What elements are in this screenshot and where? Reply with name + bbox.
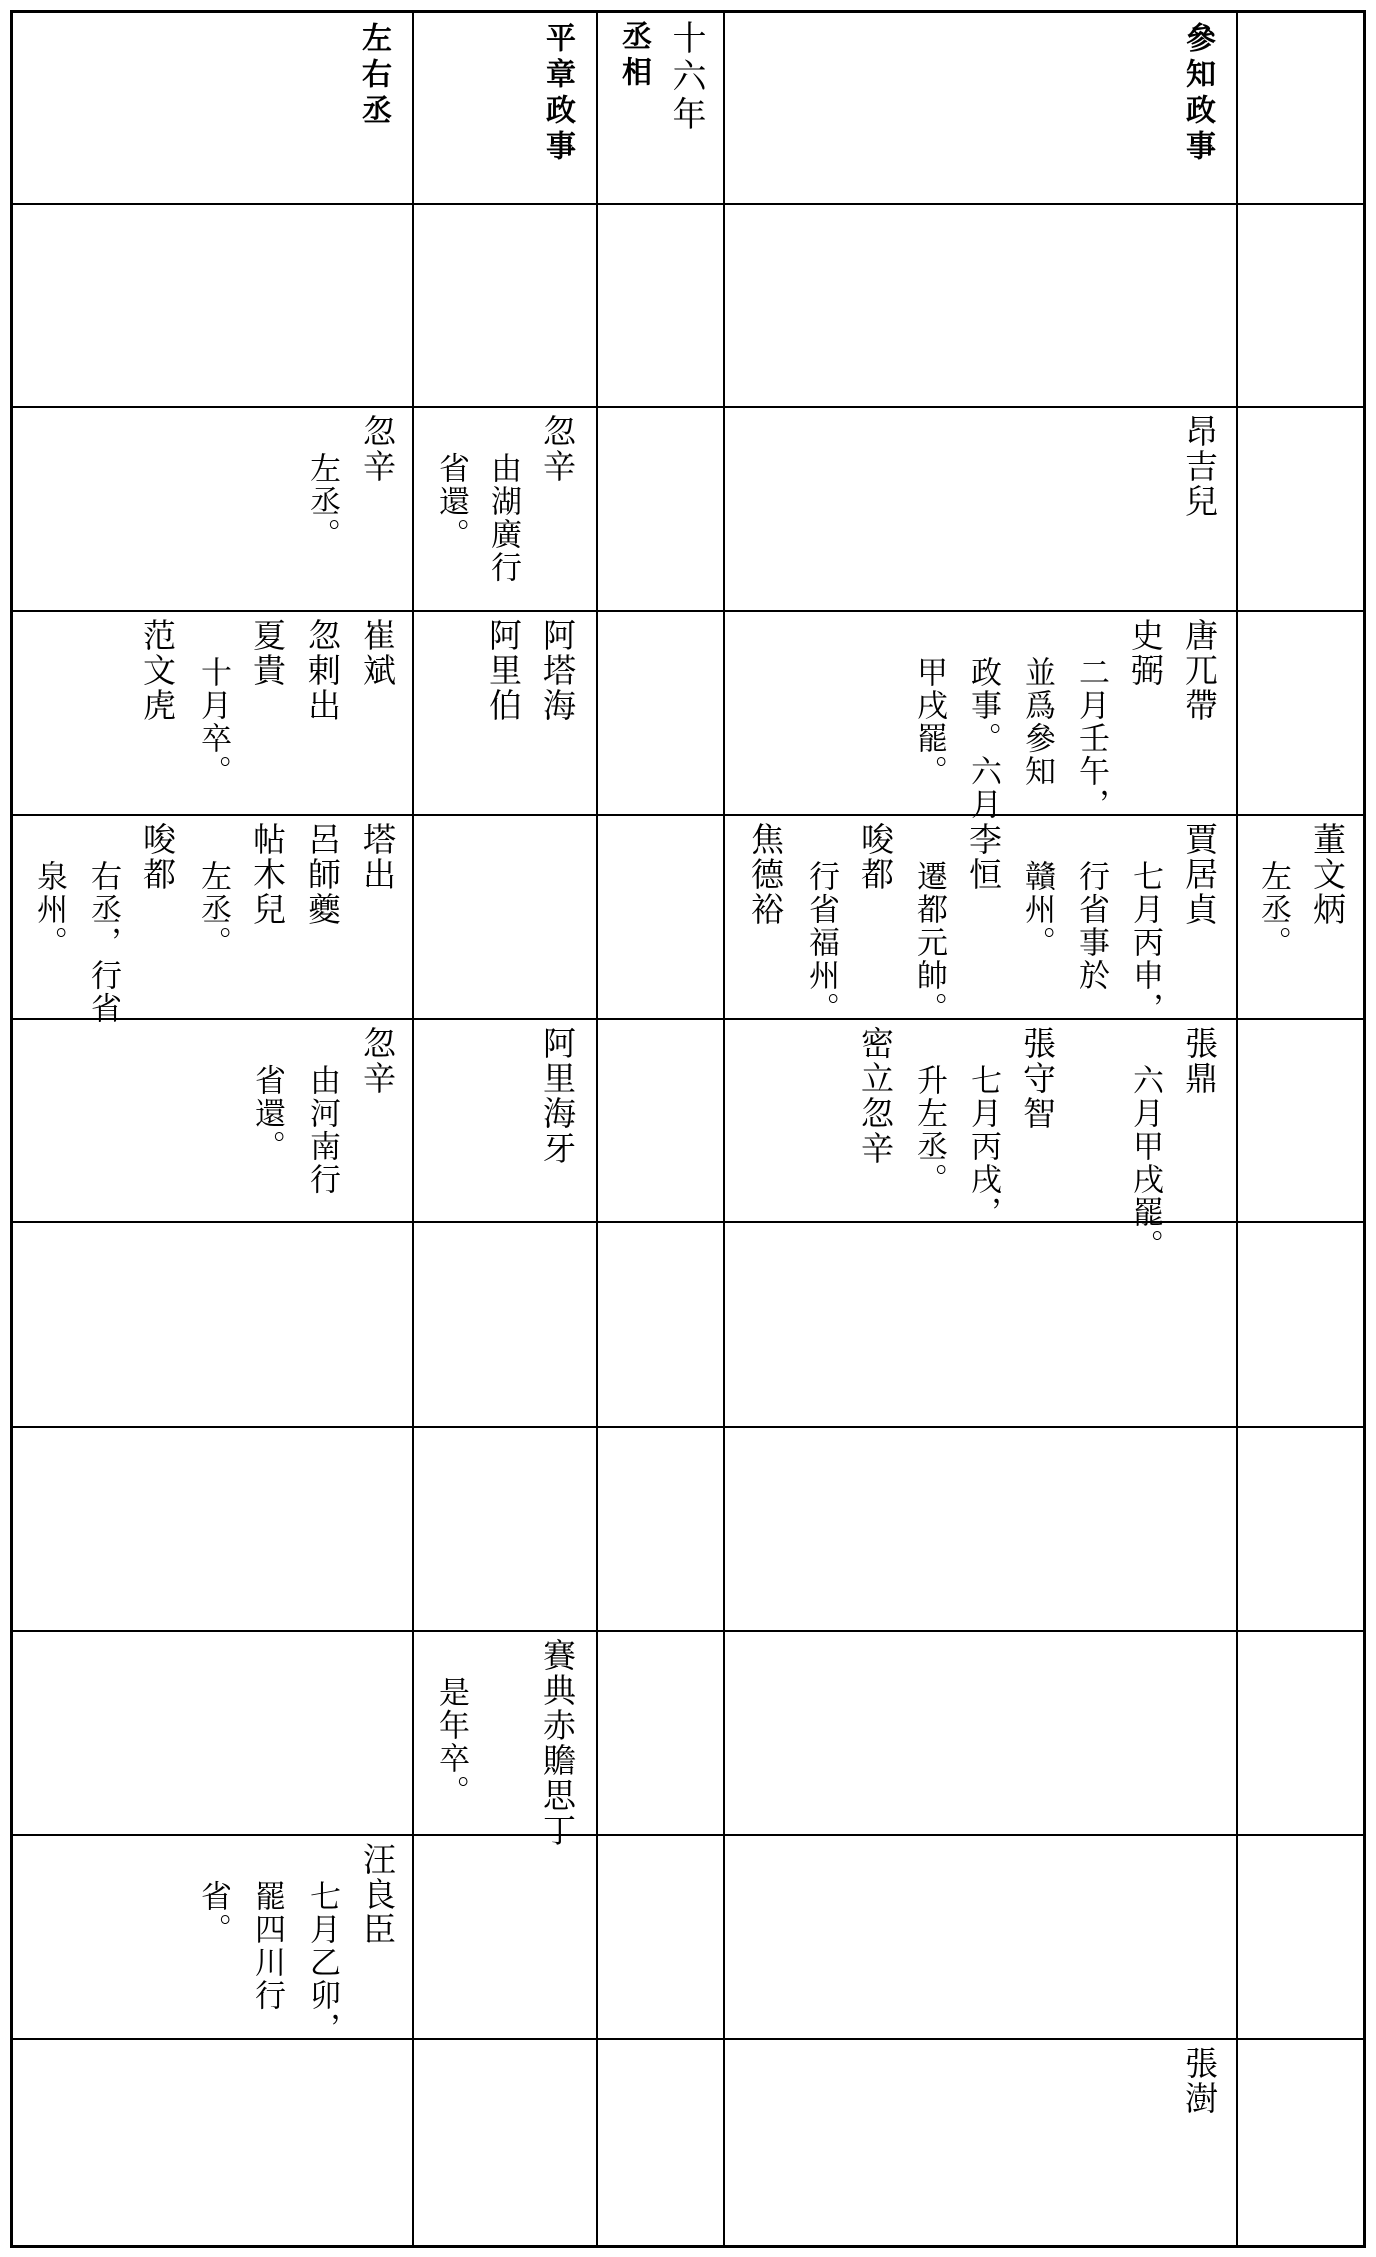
header-left-right-cheng: 左右丞 — [356, 22, 391, 130]
entry-name: 阿里伯 — [484, 618, 523, 723]
entry-note: 省。 — [195, 1880, 231, 1946]
entry-note: 六月甲戌罷。 — [1127, 1064, 1163, 1262]
entry-name: 忽辛 — [538, 414, 577, 484]
entry-note: 泉州。 — [31, 860, 67, 959]
entry-name: 李恒 — [964, 822, 1003, 892]
entry-name: 塔出 — [358, 822, 397, 892]
entry-name: 董文炳 — [1308, 822, 1347, 927]
entry-note: 遷都元帥。 — [911, 860, 947, 1025]
header-canzhi: 參知政事 — [1180, 22, 1215, 166]
entry-name: 汪良臣 — [358, 1842, 397, 1947]
entry-note: 由湖廣行 — [485, 452, 521, 584]
entry-note: 並爲參知 — [1019, 656, 1055, 788]
entry-note: 七月乙卯， — [304, 1880, 340, 2045]
entry-note: 左丞。 — [1255, 860, 1291, 959]
entry-note: 七月丙戌， — [965, 1064, 1001, 1229]
entry-note: 罷四川行 — [249, 1880, 285, 2012]
row-divider — [10, 1834, 1366, 1836]
entry-note: 七月丙申， — [1127, 860, 1163, 1025]
table-border-bottom — [10, 2245, 1366, 2248]
header-year: 十六年 — [666, 20, 706, 134]
entry-name: 忽剌出 — [303, 618, 342, 723]
header-chengxiang: 丞相 — [616, 20, 651, 92]
entry-name: 唆都 — [138, 822, 177, 892]
row-divider — [10, 1630, 1366, 1632]
entry-note: 政事。六月 — [965, 656, 1001, 821]
entry-note: 行省福州。 — [803, 860, 839, 1025]
column-divider — [723, 10, 725, 2248]
row-divider — [10, 1426, 1366, 1428]
entry-name: 張鼎 — [1180, 1026, 1219, 1096]
entry-note: 左丞。 — [304, 452, 340, 551]
entry-note: 升左丞。 — [911, 1064, 947, 1196]
entry-name: 忽辛 — [358, 414, 397, 484]
entry-name: 夏貴 — [248, 618, 287, 688]
row-divider — [10, 814, 1366, 816]
entry-name: 忽辛 — [358, 1026, 397, 1096]
entry-note: 左丞。 — [195, 860, 231, 959]
row-divider — [10, 406, 1366, 408]
entry-name: 崔斌 — [358, 618, 397, 688]
entry-name: 帖木兒 — [248, 822, 287, 927]
entry-name: 阿里海牙 — [538, 1026, 577, 1166]
row-divider — [10, 610, 1366, 612]
entry-name: 唆都 — [856, 822, 895, 892]
table-border-right — [1363, 10, 1366, 2248]
entry-note: 二月壬午， — [1073, 656, 1109, 821]
entry-note: 行省事於 — [1073, 860, 1109, 992]
entry-name: 史弼 — [1126, 618, 1165, 688]
entry-note: 右丞，行省 — [85, 860, 121, 1025]
entry-note: 贛州。 — [1019, 860, 1055, 959]
column-divider — [596, 10, 598, 2248]
entry-note: 省還。 — [249, 1064, 285, 1163]
entry-name: 焦德裕 — [746, 822, 785, 927]
entry-name: 賽典赤贍思丁 — [538, 1638, 577, 1848]
entry-name: 阿塔海 — [538, 618, 577, 723]
entry-name: 范文虎 — [138, 618, 177, 723]
entry-note: 是年卒。 — [433, 1676, 469, 1808]
entry-name: 唐兀帶 — [1180, 618, 1219, 723]
row-divider — [10, 2038, 1366, 2040]
entry-name: 賈居貞 — [1180, 822, 1219, 927]
table-border-left — [10, 10, 13, 2248]
entry-note: 十月卒。 — [195, 656, 231, 788]
column-divider — [412, 10, 414, 2248]
header-pingzhang: 平章政事 — [540, 22, 575, 166]
column-divider — [1236, 10, 1238, 2248]
row-divider — [10, 203, 1366, 205]
table-border-top — [10, 10, 1366, 13]
entry-note: 由河南行 — [304, 1064, 340, 1196]
entry-name: 張守智 — [1018, 1026, 1057, 1131]
entry-name: 密立忽辛 — [856, 1026, 895, 1166]
entry-note: 甲戌罷。 — [911, 656, 947, 788]
entry-name: 呂師夔 — [303, 822, 342, 927]
entry-note: 省還。 — [433, 452, 469, 551]
entry-name: 昂吉兒 — [1180, 414, 1219, 519]
entry-name: 張澍 — [1180, 2046, 1219, 2116]
